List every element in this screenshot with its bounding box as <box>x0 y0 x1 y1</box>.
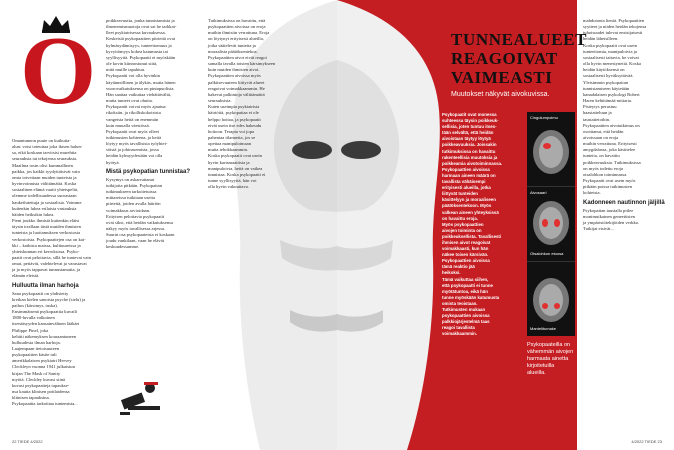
paragraph: Kuten useimpia psykiatrisia häiriöitä, psykopatiaa ei ole helppo hoitaa, ja psykopaatit eivät usein itse edes hakeudu hoitoon. Terapia voi jopa pahentaa tilannetta, jos se opettaa manipuloimaan muita tehokkaammin. Koska psykopaatit ovat usein hyvin karismaattisia ja manipuloivia, heitä on vaikea tunnistaa. Koska psykopaatti ei tunne syyllisyyttä, hän voi olla hyvin vakuuttava. <box>208 104 266 190</box>
feature-headline: TUNNEALUEET REAGOIVAT VAIMEASTI <box>451 30 588 87</box>
paragraph: Psykopaatit ovat myös olleet tutkimusten kohteena, ja heitä löytyy myös tavallisista työyhtei- söistä ja johtoasemista, jossa heidän kylmyydestään voi olla hyötyä. <box>106 128 168 165</box>
drop-cap: O <box>20 17 97 125</box>
brain-panel-insula <box>527 187 575 262</box>
paragraph: Kysymys on askarruttanut tutkijoita pitkään. Psykopatian tutkimukseen tarkoitetuissa mittareissa tutkitaan useita piirteitä, joiden avulla häiriön voimakkuus arvioidaan. Erityisen pelottavia psykopaatit ovat siksi, että heidän vaikutuksensa näkyy myös tavallisessa arjessa. Suurin osa psykopaateista ei koskaan joudu vankilaan, vaan he elävät keskuudessamme. <box>106 176 175 250</box>
page-folio-left: 22 TIEDE 4/2022 <box>12 439 43 444</box>
falling-man-icon <box>116 376 168 418</box>
right-page <box>337 0 674 450</box>
brain-scan-icon <box>527 187 575 261</box>
page-folio-right: 4/2022 TIEDE 23 <box>631 439 662 444</box>
paragraph: Psykopatian taustalla piilee monimutkainen geneettisten ja ympäristötekijöiden verkko. Tutkijat etsivät... <box>583 207 640 231</box>
section-heading: Kadonneen nautinnon jäljillä <box>583 199 665 206</box>
paragraph: poikkeavuutta, jonka tunnistamista ja ilmenemismuotoja ovat sai he tarkkai- lleet psykiatrisessa kuvauksessa. Keskeisiä psykopaattien piirteitä ovat kylmäsydämisyys, tunteettomuus ja kyvyttömyys kokea katumusta tai syyllisyyttä. Psykopaatti ei myöskään ole kovin kiinnostunut siitä, mitä muille tapahtuu. Psykopaatti voi olla hyvinkin käytännöllinen ja älykäs, mutta hänen vuorovaikutuksensa on pintapuolista. Hän saattaa vaikuttaa viehättävältä, mutta tunteet ovat ohuita. Psykopaatit voivat myös ajautua rikoksiin, ja rikolliskokoisista vangeista heitä on enemmän kuin muualla väestössä. <box>106 18 177 128</box>
brain-panel-amygdala <box>527 262 575 336</box>
brain-label: Mantelitumake <box>530 326 557 331</box>
brain-caption: Psykopaateilla on vähemmän aivojen harmaata ainetta kirjoitetuilla alueilla. <box>527 342 574 376</box>
paragraph: mahdotonta lieniä. Psykopaattien syytteet ja niiden heidän tekojensa tuhoisuudet tulevat ensisijaisesti heidän läheisilleen. Koska psykopaatit ovat usein tunteettomia, manipuloivia ja sosiaalisesti taitavia, he voivat olla hyvin menestyneitä. Koska heidän käytöksensä on sosiaalisesti hyväksyttävää. Yleisimmin psykopatian tunnistamiseen käytetään kanadalaisen psykologi Robert Haren kehittämää mittaria. Pisteytys perustuu haastatteluun ja taustatietoihin. <box>583 18 647 122</box>
feature-subhead: Muutokset näkyvät aivokuvissa. <box>451 91 550 98</box>
paragraph: Tutkimuksissa on havaittu, että psykopaattien aivoissa on eroja muihin ihmisiin verrattuna. Eroja on löytynyt erityisesti alueilla, jotka säätelevät tunteita ja moraalista päätöksentekoa. Psykopaattien aivot eivät reagoi samalla tavalla toisten kärsimykseen kuin muiden ihmisten aivot. Psykopaattien aivoissa myös palkitsevuuteen liittyvät alueet reagoivat voimakkaammin. He hakevat palkintoja välittämättä seurauksista. <box>208 18 276 104</box>
text-column-1 <box>12 138 100 408</box>
feature-body: Psykopaatit ovat monessa suhteessa täysin poikkeuk- sellisia, joten tuntuu itses- tään selvältä, että heidän aivoistaan täytyy löytyä poikkeavuuksia. Joissakin tutkimuksissa on havaittu rakenteellisia muutoksia ja poikkeamia aivotoiminnassa. Psykopaattien aivoissa harmaan aineen määrä on tavallista vähäisempi erityisesti alueilla, jotka liittyvät tunteiden käsittelyyn ja moraaliseen päätöksentekoon. Myös valkean aineen yhteyksissä on havaittu eroja. Myös psykopaattien aivojen toiminta on poikkeuksellista. Tavallisesti ihmisen aivot reagoivat voimakkaasti, kun hän näkee toisen kärsivän. Psykopaattien aivoissa tämä reaktio jää heikoksi. Tämä vaikuttaa siihen, että psykopaatti ei tunne myötätuntoa, eikä hän tunne myöskään katumusta omista teoistaan. Tutkimusten mukaan psykopaattien aivoissa palkkiojärjestelmä taas reagoi tavallista voimakkaammin. <box>442 112 503 337</box>
brain-label: Aivosaari <box>530 190 547 195</box>
paragraph: Psykopaattien aivotutkimus on osoittanut, että heidän aivoissaan on eroja muihin verrattuna. Erityisesti amygdalassa, joka käsittelee tunteita, on havaittu poikkeavuuksia. Tutkimuksissa on myös todettu eroja otsalohkon toiminnassa. <box>583 122 641 177</box>
text-column-2 <box>106 18 202 251</box>
section-heading: Hulluutta ilman harhoja <box>12 282 79 289</box>
paragraph: Psykopaatit ovat usein myös pitkään poissa tutkimusten kohteista. <box>583 178 636 196</box>
brain-label: Otsalohkon etuosa <box>530 251 564 256</box>
brain-label: Cingulumpoimu <box>530 115 558 120</box>
brain-scan-icon <box>527 262 575 336</box>
text-column-4 <box>583 18 667 232</box>
paragraph: Sana psykopaatti on yhdistetty kreikan kielen sanoista psyche (sielu) ja pathos (kärsimys, tuska). Ensimmäisenä psykopaattia kuvaili 1800-luvulla valkoinen itsenäisyyden kansainvälinen lääkäri Philippe Pinel, joka kehitti näkemyksen kouraantuneen hulluudesta ilman harhoja. Laajempaan tietoisuuteen psykopaattien käsite tuli amerikkalaisen psykiatri Hervey Cleckleyn vuonna 1941 julkaistun kirjan The Mask of Sanity myötä. Cleckley kuvasi siinä kuvasi psykopaatteja tapaukse- nsa kautta klinisen potilaidensa kliinisen tapauksina. Psykopaattia tarkoittaa tuntemista... <box>12 290 86 407</box>
brain-scan-panels <box>527 112 575 336</box>
brain-scan-icon <box>527 112 575 186</box>
section-heading: Mistä psykopatian tunnistaa? <box>106 168 191 175</box>
text-column-3 <box>208 18 304 190</box>
paragraph: Omantunnon puute on kutkutta- alun: voisi toteuttaa joka ikisen halun- sa, eikä koskaan tarvitsisi murehtia seurauksia tai tekojensa seurauksia. Maailma tosin olisi kummallinen paikka, jos kaikki tyydyttäisivät vain omia toiveitaan muiden tunteista ja hyvinvoinnista välittämättä. Koska sosiaalinen elämä vaatii yhteispeliä, olemme todellisuudessa suorastaan haukeilutettuja ja sosiaalisia. Voimme kuitenkin lukea erilaisia vastauksia häiden heiksikin lukea. Pieni joukko ihmisiä kuitenkin eläisi täysin irrallaan tästä muiden ihmisten tunteista ja luottamuksen verkostosta verkostoista. Psykopaattejen osa on kai- kki – kaikista maissa, kulttuureissa ja yhteiskunnan eri kerroksissa. Psyko- paatit ovat pelottavia, sillä he tuntevat vain omat, pettävät, valehtelevat ja varastavat ja ja myös tappavat tunnustamatta, ja elämän eleistä. <box>12 138 91 279</box>
brain-panel-cingulum <box>527 112 575 187</box>
